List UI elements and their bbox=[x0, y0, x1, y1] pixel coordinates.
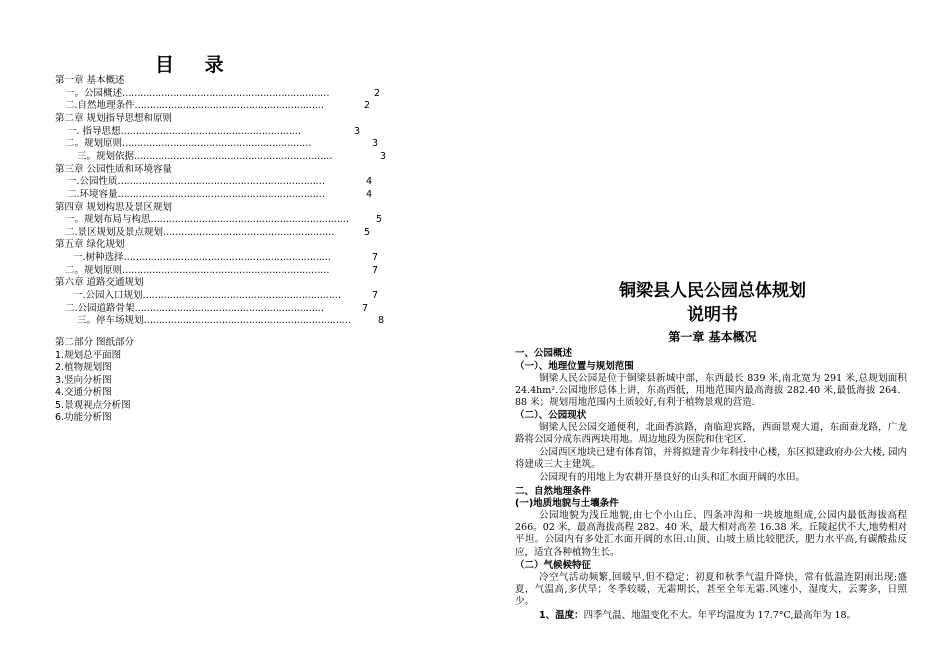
document-page bbox=[475, 0, 950, 672]
toc-entry-text: 三。停车场规划 bbox=[77, 315, 144, 327]
drawing-list-item-text: 3.竖向分析图 bbox=[55, 374, 112, 386]
toc-entry bbox=[0, 226, 470, 239]
document-subtitle: 说明书 bbox=[687, 305, 738, 325]
drawing-list-item-text: 5.景观视点分析图 bbox=[55, 399, 131, 411]
paragraph-landform: 公园地貌为浅丘地貌,由七个小山丘、四条冲沟和一块坡地组成,公园内最低海拔高程 266。02 米，最高海拔高程 282。40 米，最大相对高差 16.38 米。丘陵起伏不大,地势相对平坦。公园内有多处汇水面开阔的水田.山顶、山坡土质比较肥沃，肥力水平高,有碳酸盐反应，适宜各种植物生长。 bbox=[515, 510, 907, 558]
chapter-heading: 第一章 基本概况 bbox=[668, 330, 757, 344]
subsection-heading-location: （一）、地理位置与规划范围 bbox=[515, 361, 634, 372]
toc-entry-text: 第六章 道路交通规划 bbox=[55, 277, 144, 289]
toc-entry-text: 一。公园概述 bbox=[65, 87, 123, 99]
drawing-list-item-text: 6.功能分析图 bbox=[55, 412, 112, 423]
toc-entry bbox=[0, 150, 470, 163]
toc-page-number: 7 bbox=[372, 252, 379, 264]
toc-chapter-entry bbox=[0, 112, 470, 125]
toc-entry-text: 二.自然地理条件 bbox=[65, 100, 135, 112]
drawing-list-item bbox=[0, 411, 470, 424]
section-heading-overview: 一、公园概述 bbox=[515, 348, 573, 359]
toc-entry bbox=[0, 289, 470, 302]
toc-leader-dots: ……………………………………………………… bbox=[134, 100, 324, 112]
toc-entry-text: 二.公园道路骨架 bbox=[65, 302, 135, 314]
toc-chapter-entry bbox=[0, 201, 470, 214]
document-title: 铜梁县人民公园总体规划 bbox=[619, 281, 806, 301]
toc-leader-dots: ………………………………………………… bbox=[163, 226, 335, 238]
drawings-part-title-text: 第二部分 图纸部分 bbox=[55, 337, 135, 348]
toc-entry bbox=[0, 314, 470, 327]
section-heading-nature: 二、自然地理条件 bbox=[515, 486, 592, 497]
toc-leader-dots: ……………………………………………………… bbox=[134, 302, 324, 314]
toc-entry-text: 二.环境容量 bbox=[67, 188, 118, 200]
toc-entry-text: 第一章 基本概述 bbox=[55, 75, 125, 86]
paragraph-status-3: 公园现有的用地上为农耕开垦良好的山头和汇水面开阔的水田。 bbox=[539, 472, 806, 483]
temperature-text: 四季气温、地温变化不大。年平均温度为 17.7°C,最高年为 18。 bbox=[583, 610, 857, 621]
toc-page-number: 8 bbox=[378, 315, 385, 327]
toc-entry bbox=[0, 175, 470, 188]
drawing-list-item bbox=[0, 399, 470, 412]
temperature-label: 1、温度： bbox=[539, 610, 584, 621]
toc-page-number: 4 bbox=[366, 176, 373, 188]
toc-page-number: 7 bbox=[372, 290, 379, 302]
toc-entry bbox=[0, 188, 470, 201]
toc-entry-text: 一。规划布局与构思 bbox=[65, 214, 151, 226]
toc-entry bbox=[0, 264, 470, 277]
toc-entry-text: 第五章 绿化规划 bbox=[55, 239, 125, 251]
toc-entry bbox=[0, 137, 470, 150]
toc-entry-text: 三。规划依据 bbox=[77, 150, 135, 162]
toc-page-number: 2 bbox=[374, 87, 381, 99]
toc-chapter-entry bbox=[0, 74, 470, 87]
toc-page-number: 5 bbox=[364, 226, 371, 238]
toc-chapter-entry bbox=[0, 276, 470, 289]
paragraph-temperature bbox=[515, 610, 907, 622]
drawing-list-item bbox=[0, 374, 470, 387]
toc-leader-dots: …………………………………………………………… bbox=[117, 176, 325, 188]
subsection-heading-status: （二）、公园现状 bbox=[515, 410, 587, 421]
toc-leader-dots: …………………………………………………………… bbox=[122, 264, 330, 276]
toc-page-number: 3 bbox=[380, 150, 387, 162]
toc-entry-text: 一.公园性质 bbox=[67, 176, 118, 188]
toc-page-number: 7 bbox=[372, 264, 379, 276]
toc-entry-text: 二。规划原则 bbox=[65, 138, 123, 150]
toc-entry bbox=[0, 213, 470, 226]
toc-page-number: 5 bbox=[376, 214, 383, 226]
toc-leader-dots: …………………………………………………………… bbox=[122, 87, 330, 99]
toc-page-number: 3 bbox=[372, 138, 379, 150]
toc-entry-text: 第二章 规划指导思想和原则 bbox=[55, 112, 173, 124]
toc-leader-dots: ………………………………………………………… bbox=[150, 214, 349, 226]
toc-page-number: 2 bbox=[364, 100, 371, 112]
toc-leader-dots: ………………………………………………………… bbox=[134, 150, 333, 162]
toc-leader-dots: …………………………………………………… bbox=[120, 125, 301, 137]
toc-page-number: 7 bbox=[362, 302, 369, 314]
toc-entry-text: 一.公园入口规划 bbox=[73, 290, 143, 302]
toc-leader-dots: …………………………………………………………… bbox=[143, 315, 351, 327]
toc-leader-dots: ……………………………………………………… bbox=[122, 138, 312, 150]
toc-chapter-entry bbox=[0, 238, 470, 251]
toc-page-number: 3 bbox=[354, 125, 361, 137]
toc-entry-text: 第三章 公园性质和环境容量 bbox=[55, 163, 173, 175]
paragraph-location: 铜梁人民公园是位于铜梁县新城中部，东西最长 839 米,南北宽为 291 米,总规划面积 24.4hm².公园地形总体上讲，东高西低，用地范围内最高海拔 282.40 米,最低海拔 264．88 米；规划用地范围内土质较好,有利于植物景观的营造. bbox=[515, 373, 907, 409]
drawing-list-item bbox=[0, 361, 470, 374]
subsection-heading-landform: (一)地质地貌与土壤条件 bbox=[515, 498, 619, 509]
toc-title: 目 录 bbox=[155, 54, 236, 76]
toc-entry bbox=[0, 302, 470, 315]
subsection-heading-climate: （二）气候候特征 bbox=[515, 560, 592, 571]
toc-entry bbox=[0, 99, 470, 112]
drawing-list-item bbox=[0, 386, 470, 399]
drawings-part-title bbox=[0, 336, 470, 349]
drawing-list-item bbox=[0, 349, 470, 362]
toc-entry-text: 二.景区规划及景点规划 bbox=[65, 226, 164, 238]
toc-entry-text: 第四章 规划构思及景区规划 bbox=[55, 201, 173, 213]
toc-entry bbox=[0, 251, 470, 264]
drawing-list-item-text: 4.交通分析图 bbox=[55, 387, 112, 399]
toc-chapter-entry bbox=[0, 163, 470, 176]
toc-leader-dots: ………………………………………………………… bbox=[142, 290, 341, 302]
paragraph-climate: 冷空气活动频繁,回暖早,但不稳定；初夏和秋季气温升降快，常有低温连阴雨出现;盛夏，气温高,多伏旱；冬季较暖，无霜期长，甚至全年无霜.风速小，湿度大，云雾多，日照少。 bbox=[515, 572, 907, 608]
drawing-list-item-text: 2.植物规划图 bbox=[55, 362, 112, 374]
toc-entry-text: 一. 指导思想 bbox=[67, 125, 121, 137]
toc-entry bbox=[0, 87, 470, 100]
drawing-list-item-text: 1.规划总平面图 bbox=[55, 350, 122, 361]
toc-leader-dots: …………………………………………………………… bbox=[117, 188, 325, 200]
toc-leader-dots: …………………………………………………………… bbox=[123, 252, 331, 264]
paragraph-status-1: 铜梁人民公园交通便利，北面香滨路，南临迎宾路，西面景观大道，东面蚕龙路，广龙路将公园分成东西两块用地。周边地段为医院和住宅区. bbox=[515, 422, 907, 446]
toc-entry-text: 二。规划原则 bbox=[65, 264, 123, 276]
toc-entry-text: 一.树种选择 bbox=[73, 252, 124, 264]
paragraph-status-2: 公园西区地块已建有体育馆，并将拟建青少年科技中心楼，东区拟建政府办公大楼, 园内将建成三大主建筑。 bbox=[515, 447, 907, 471]
toc-entry bbox=[0, 125, 470, 138]
toc-page-number: 4 bbox=[366, 188, 373, 200]
